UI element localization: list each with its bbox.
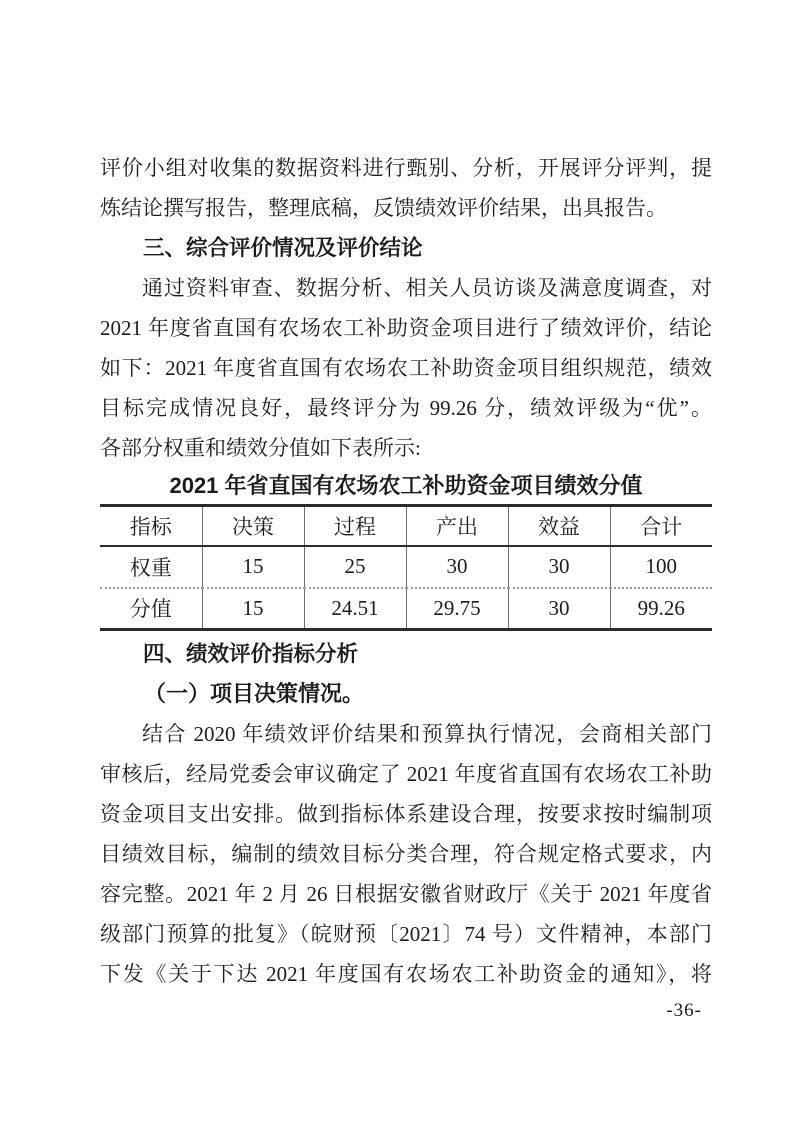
table-cell: 30 — [508, 588, 610, 630]
paragraph-line: 评价小组对收集的数据资料进行甄别、分析，开展评分评判，提 — [100, 156, 712, 180]
table-cell: 30 — [406, 546, 508, 588]
table-cell: 30 — [508, 546, 610, 588]
paragraph-line: 结合 2020 年绩效评价结果和预算执行情况，会商相关部门 — [142, 722, 712, 746]
table-title: 2021 年省直国有农场农工补助资金项目绩效分值 — [169, 473, 643, 498]
table-row-score — [100, 588, 712, 630]
score-table-body — [100, 546, 712, 630]
paragraph-line: 下发《关于下达 2021 年度国有农场农工补助资金的通知》，将 — [100, 962, 712, 986]
paragraph-line: 2021 年度省直国有农场农工补助资金项目进行了绩效评价，结论 — [100, 316, 712, 340]
paragraph-line: 资金项目支出安排。做到指标体系建设合理，按要求按时编制项 — [100, 802, 712, 826]
table-row-label: 分值 — [100, 588, 202, 630]
paragraph-line: 如下：2021 年度省直国有农场农工补助资金项目组织规范，绩效 — [100, 356, 712, 380]
score-table — [100, 504, 712, 631]
subsection-heading-1: （一）项目决策情况。 — [144, 681, 365, 706]
table-row-weight — [100, 546, 712, 588]
table-cell: 24.51 — [304, 588, 406, 630]
paragraph-line: 级部门预算的批复》（皖财预〔2021〕74 号）文件精神，本部门 — [100, 922, 712, 946]
table-header-cell: 指标 — [100, 506, 202, 546]
paragraph-line: 容完整。2021 年 2 月 26 日根据安徽省财政厅《关于 2021 年度省 — [100, 882, 712, 906]
score-table-header — [100, 506, 712, 546]
section-heading-4: 四、绩效评价指标分析 — [143, 642, 359, 666]
paragraph-line: 目标完成情况良好，最终评分为 99.26 分，绩效评级为“优”。 — [100, 396, 712, 420]
table-header-cell: 合计 — [640, 514, 683, 539]
table-header-cell: 过程 — [304, 506, 406, 546]
paragraph-line: 各部分权重和绩效分值如下表所示: — [100, 436, 421, 460]
paragraph-line: 通过资料审查、数据分析、相关人员访谈及满意度调查，对 — [142, 276, 712, 300]
table-header-cell: 决策 — [202, 506, 304, 546]
table-header-cell: 效益 — [508, 506, 610, 546]
paragraph-line: 炼结论撰写报告，整理底稿，反馈绩效评价结果，出具报告。 — [100, 196, 667, 220]
page-content — [100, 148, 712, 1028]
table-cell: 25 — [304, 546, 406, 588]
paragraph-line: 审核后，经局党委会审议确定了 2021 年度省直国有农场农工补助 — [100, 762, 712, 786]
table-cell: 100 — [645, 554, 677, 578]
paragraph-line: 目绩效目标，编制的绩效目标分类合理，符合规定格式要求，内 — [100, 842, 712, 866]
table-cell: 99.26 — [637, 595, 685, 620]
table-cell: 15 — [202, 546, 304, 588]
page-number: -36- — [666, 1000, 702, 1021]
table-header-row — [100, 506, 712, 546]
table-cell: 15 — [202, 588, 304, 630]
table-header-cell: 产出 — [406, 506, 508, 546]
section-heading-3: 三、综合评价情况及评价结论 — [143, 236, 423, 260]
table-cell: 29.75 — [406, 588, 508, 630]
table-row-label: 权重 — [100, 546, 202, 588]
